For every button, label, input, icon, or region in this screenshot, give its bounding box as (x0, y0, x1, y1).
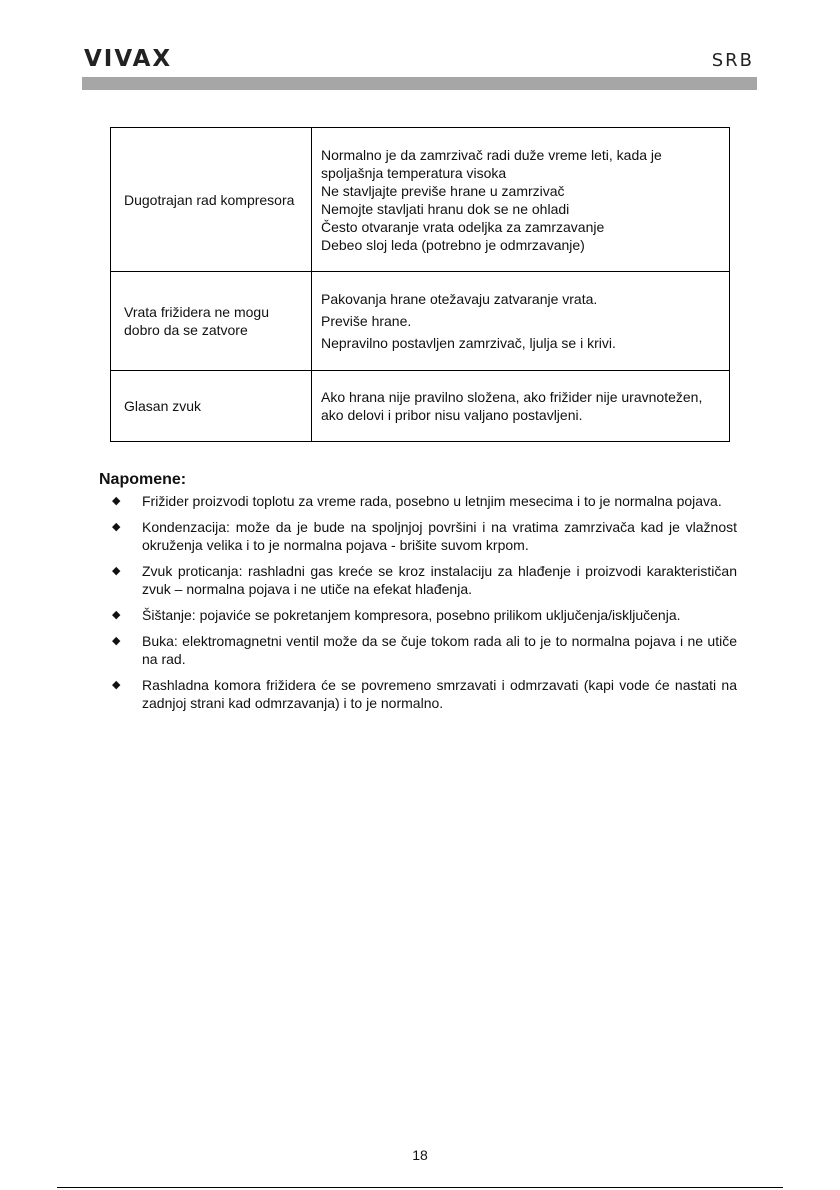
note-text: Zvuk proticanja: rashladni gas kreće se kroz instalaciju za hlađenje i proizvodi karakterističan zvuk – normalna pojava i ne utiče na efekat hlađenja. (142, 563, 737, 597)
table-row (111, 371, 730, 442)
note-text: Kondenzacija: može da je bude na spoljnjoj površini i na vratima zamrzivača kad je vlažnost okruženja velika i to je normalna pojava - brišite suvom krpom. (142, 519, 737, 553)
cause-cell (312, 371, 730, 442)
diamond-bullet-icon: ◆ (112, 565, 121, 577)
note-text: Frižider proizvodi toplotu za vreme rada, posebno u letnjim mesecima i to je normalna pojava. (142, 493, 722, 509)
table-row (111, 128, 730, 272)
cause-line: Debeo sloj leda (potrebno je odmrzavanje) (321, 236, 585, 253)
list-item (112, 562, 737, 598)
language-label: SRB (711, 50, 754, 71)
cause-line: Ne stavljajte previše hrane u zamrzivač (321, 182, 565, 199)
note-text: Rashladna komora frižidera će se povremeno smrzavati i odmrzavati (kapi vode će nastati na zadnjoj strani kad odmrzavanja) i to je normalno. (142, 677, 737, 711)
diamond-bullet-icon: ◆ (112, 609, 121, 621)
footer-divider (57, 1187, 783, 1188)
diamond-bullet-icon: ◆ (112, 635, 121, 647)
symptom-cell: Glasan zvuk (111, 371, 312, 442)
diamond-bullet-icon: ◆ (112, 521, 121, 533)
page-number: 18 (412, 1147, 428, 1163)
cause-line: Previše hrane. (321, 313, 412, 329)
cause-line: Ako hrana nije pravilno složena, ako frižider nije uravnotežen, ako delovi i pribor nisu valjano postavljeni. (321, 389, 703, 423)
cause-cell (312, 128, 730, 272)
notes-list (112, 492, 737, 720)
list-item (112, 492, 737, 510)
symptom-cell: Vrata frižidera ne mogu dobro da se zatvore (111, 272, 312, 371)
symptom-cell: Dugotrajan rad kompresora (111, 128, 312, 272)
header-bar (82, 77, 757, 90)
note-text: Buka: elektromagnetni ventil može da se čuje tokom rada ali to je to normalna pojava i ne utiče na rad. (142, 633, 737, 667)
cause-line: Nepravilno postavljen zamrzivač, ljulja se i krivi. (321, 335, 616, 351)
note-text: Šištanje: pojaviće se pokretanjem kompresora, posebno prilikom uključenja/isključenja. (142, 607, 681, 623)
list-item (112, 606, 737, 624)
list-item (112, 676, 737, 712)
list-item (112, 632, 737, 668)
table-row (111, 272, 730, 371)
cause-line: Pakovanja hrane otežavaju zatvaranje vrata. (321, 291, 598, 307)
list-item (112, 518, 737, 554)
troubleshooting-table (110, 127, 730, 442)
cause-cell (312, 272, 730, 371)
cause-line: Često otvaranje vrata odeljka za zamrzavanje (321, 218, 605, 235)
notes-title: Napomene: (99, 471, 187, 488)
diamond-bullet-icon: ◆ (112, 679, 121, 691)
cause-line: Nemojte stavljati hranu dok se ne ohladi (321, 200, 570, 217)
brand-logo: VIVAX (84, 46, 173, 72)
diamond-bullet-icon: ◆ (112, 495, 121, 507)
cause-line: Normalno je da zamrzivač radi duže vreme leti, kada je spoljašnja temperatura visoka (321, 146, 662, 181)
